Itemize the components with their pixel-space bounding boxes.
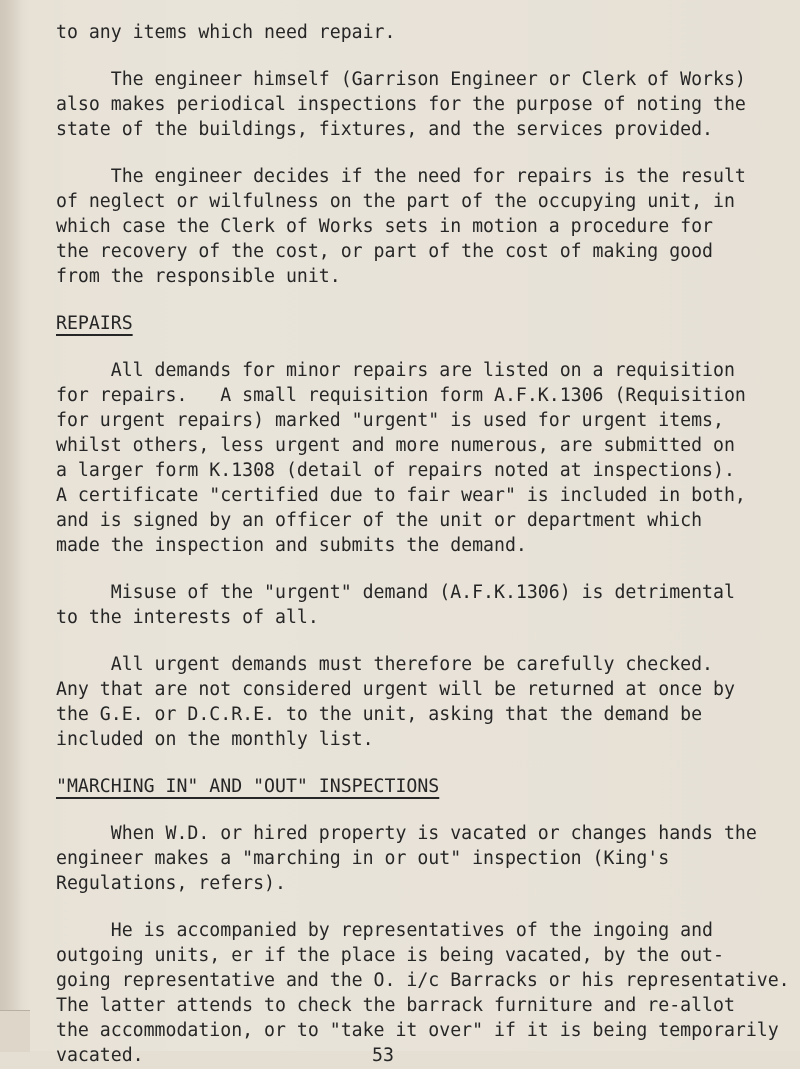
text-line: made the inspection and submits the demand.	[56, 535, 527, 556]
text-line: outgoing units, er if the place is being vacated, by the out-	[56, 945, 724, 966]
section-heading-inspections: "MARCHING IN" AND "OUT" INSPECTIONS	[56, 776, 440, 797]
text-line: from the responsible unit.	[56, 266, 341, 287]
text-line: He is accompanied by representatives of the ingoing and	[56, 920, 713, 941]
text-line: to any items which need repair.	[56, 22, 396, 43]
text-line: a larger form K.1308 (detail of repairs noted at inspections).	[56, 460, 735, 481]
text-line: the G.E. or D.C.R.E. to the unit, asking that the demand be	[56, 704, 703, 725]
text-line: for repairs. A small requisition form A.F.K.1306 (Requisition	[56, 385, 746, 406]
text-line: to the interests of all.	[56, 607, 319, 628]
text-line: The engineer himself (Garrison Engineer or Clerk of Works)	[56, 69, 746, 90]
text-line: also makes periodical inspections for the purpose of noting the	[56, 94, 746, 115]
text-line: for urgent repairs) marked "urgent" is used for urgent items,	[56, 410, 724, 431]
text-line: which case the Clerk of Works sets in motion a procedure for	[56, 216, 713, 237]
text-line: the recovery of the cost, or part of the cost of making good	[56, 241, 713, 262]
text-line: and is signed by an officer of the unit or department which	[56, 510, 703, 531]
text-line: Misuse of the "urgent" demand (A.F.K.1306) is detrimental	[56, 582, 735, 603]
text-line: state of the buildings, fixtures, and the services provided.	[56, 119, 713, 140]
text-line: All demands for minor repairs are listed on a requisition	[56, 360, 735, 381]
text-line: Any that are not considered urgent will be returned at once by	[56, 679, 735, 700]
page-number: 53	[372, 1045, 394, 1066]
text-line: of neglect or wilfulness on the part of the occupying unit, in	[56, 191, 735, 212]
text-line: going representative and the O. i/c Barracks or his representative.	[56, 970, 790, 991]
section-heading-repairs: REPAIRS	[56, 313, 133, 334]
text-line: engineer makes a "marching in or out" inspection (King's	[56, 848, 670, 869]
text-line: When W.D. or hired property is vacated or changes hands the	[56, 823, 757, 844]
text-line: the accommodation, or to "take it over" if it is being temporarily	[56, 1020, 779, 1041]
text-line: A certificate "certified due to fair wear" is included in both,	[56, 485, 746, 506]
text-line: vacated.	[56, 1045, 144, 1066]
text-line: The engineer decides if the need for repairs is the result	[56, 166, 746, 187]
text-line: All urgent demands must therefore be carefully checked.	[56, 654, 713, 675]
page-corner	[0, 1010, 30, 1052]
text-line: included on the monthly list.	[56, 729, 374, 750]
text-line: The latter attends to check the barrack furniture and re-allot	[56, 995, 735, 1016]
text-line: whilst others, less urgent and more numerous, are submitted on	[56, 435, 735, 456]
text-line: Regulations, refers).	[56, 873, 286, 894]
page-shadow-edge	[0, 0, 22, 1051]
